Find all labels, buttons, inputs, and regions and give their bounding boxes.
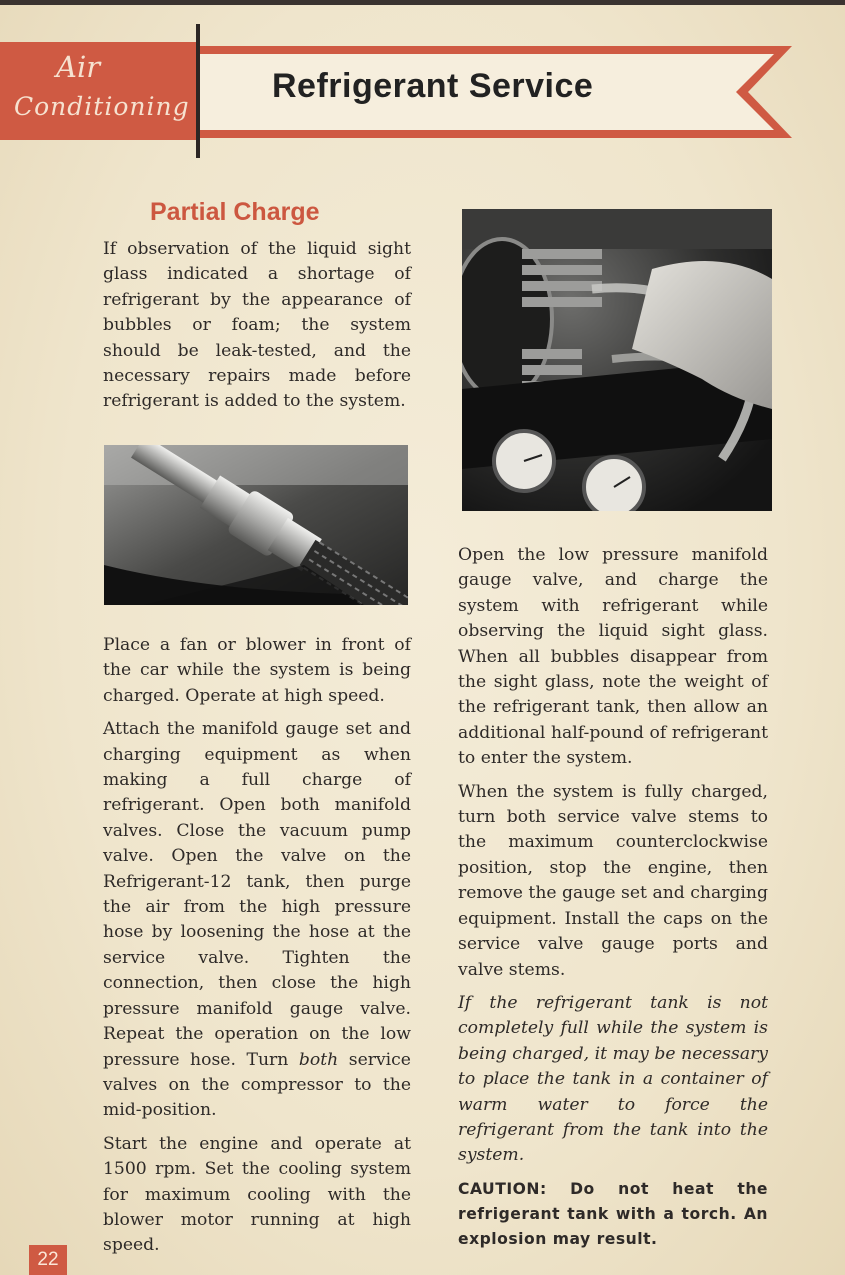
open-valve-paragraph: Open the low pressure manifold gauge valve, and charge the system with refrigerant while observing the liquid sight glass. When all bubbles disappear from the sight glass, note the weight of the refrigerant tank, then allow an additional half-pound of refrigerant to enter the system. — [458, 545, 768, 769]
manifold-text-start: Attach the manifold gauge set and charging equipment as when making a full charge of refrigerant. Open both manifold valves. Close the vacuum pump valve. Open the valve on the Refrigerant-12 tank, then purge the air from the high pressure hose by loosening the hose at the service valve. Tighten the connection, then close the high pressure manifold gauge valve. Repeat the operation on the low pressure hose. Turn — [103, 719, 411, 1070]
manifold-text-end: service valves on the compressor to the mid-position. — [103, 1049, 411, 1121]
section-tab — [0, 42, 196, 140]
fan-paragraph: Place a fan or blower in front of the car while the system is being charged. Operate at high speed. — [103, 635, 411, 706]
fully-charged-paragraph: When the system is fully charged, turn both service valve stems to the maximum counterclockwise position, stop the engine, then remove the gauge set and charging equipment. Install the caps on the service valve gauge ports and valve stems. — [458, 781, 768, 980]
intro-paragraph: If observation of the liquid sight glass indicated a shortage of refrigerant by the appearance of bubbles or foam; the system should be leak-tested, and the necessary repairs made before refrigerant is added to the system. — [103, 239, 411, 412]
tab-label-air: Air — [56, 50, 101, 84]
right-column-text — [458, 543, 768, 1260]
section-heading: Partial Charge — [150, 198, 320, 226]
warm-water-paragraph: If the refrigerant tank is not completely full while the system is being charged, it may be necessary to place the tank in a container of warm water to force the refrigerant from the tank into the system. — [458, 992, 768, 1166]
page-number: 22 — [29, 1245, 67, 1275]
page-title: Refrigerant Service — [272, 67, 594, 105]
compressor-gauges-photo — [462, 209, 772, 511]
engine-paragraph: Start the engine and operate at 1500 rpm. Set the cooling system for maximum cooling with the blower motor running at high speed. — [103, 1133, 411, 1256]
manifold-paragraph — [103, 717, 411, 1124]
top-edge-line — [0, 0, 845, 5]
compressor-gauges-image-icon — [462, 209, 772, 511]
left-column-text — [103, 633, 411, 1267]
hose-fitting-photo — [104, 445, 408, 605]
tab-label-conditioning: Conditioning — [14, 92, 190, 121]
intro-text — [103, 237, 411, 423]
manifold-text-emphasis: both — [298, 1049, 339, 1070]
caution-note: CAUTION: Do not heat the refrigerant tank with a torch. An explosion may result. — [458, 1179, 768, 1248]
hose-fitting-image-icon — [104, 445, 408, 605]
